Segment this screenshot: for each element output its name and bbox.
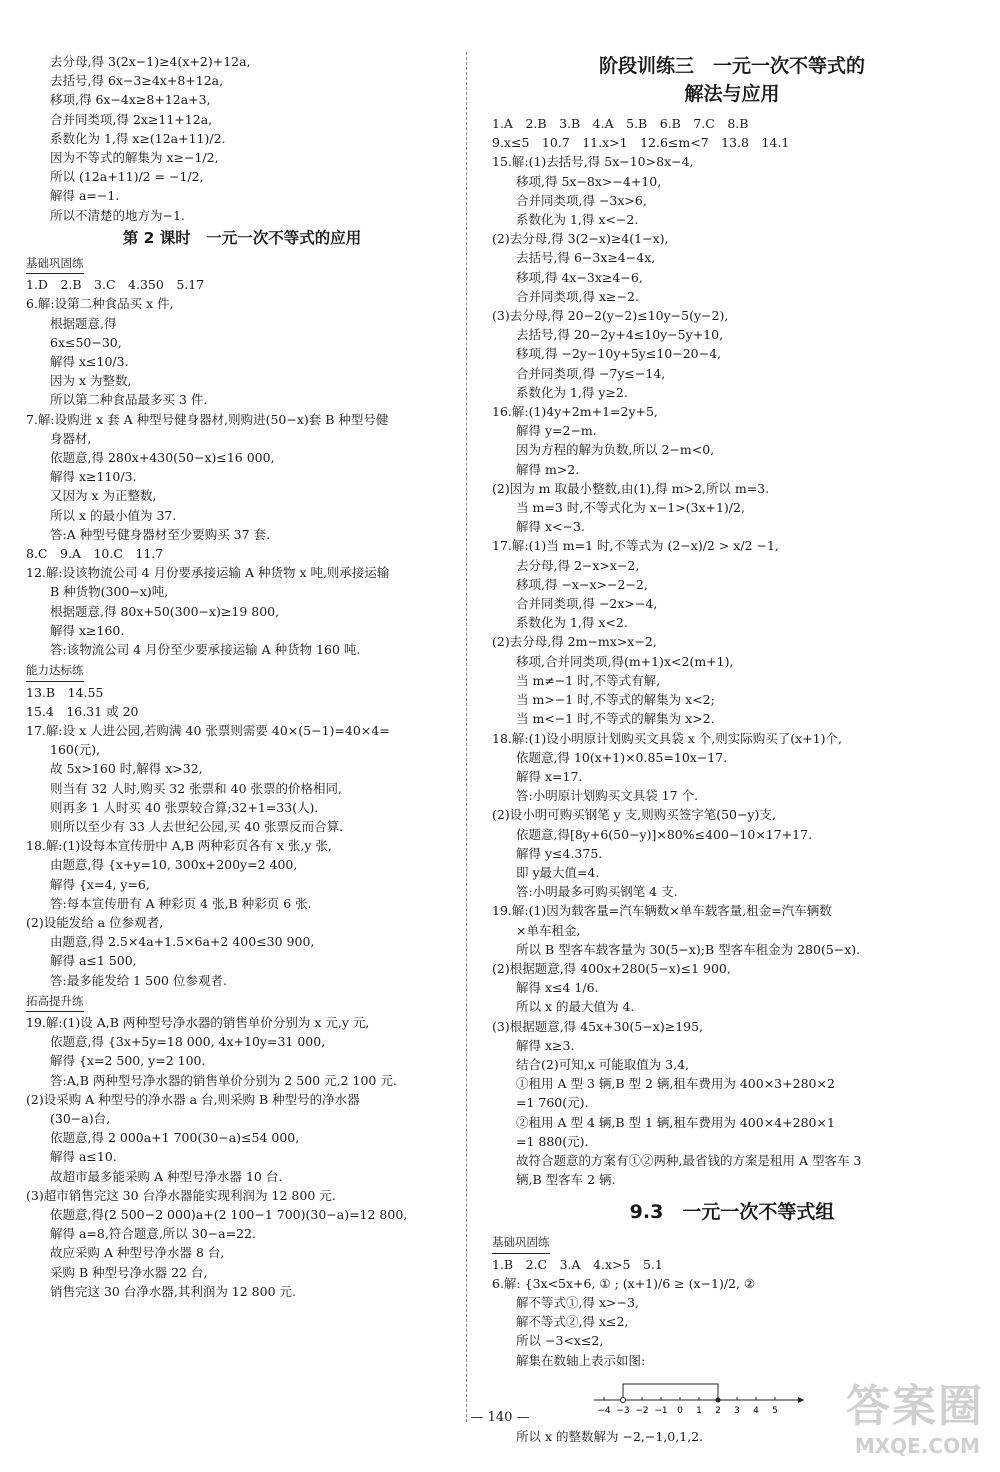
answer-line: 8.C 9.A 10.C 11.7 xyxy=(26,546,164,562)
number-line-tick-label: −2 xyxy=(635,1405,649,1416)
answer-line: 所以 (12a+11)/2 = −1/2, xyxy=(50,169,204,185)
answer-line: 解得 x≤4 1/6. xyxy=(516,980,599,996)
left-column xyxy=(26,52,458,1301)
answer-line: 18.解:(1)设每本宣传册中 A,B 两种彩页各有 x 张,y 张, xyxy=(26,838,332,854)
number-line-tick-label: 2 xyxy=(715,1405,721,1416)
right-basic-label: 基础巩固练 xyxy=(492,1233,550,1253)
answer-line: 9.x≤5 10.7 11.x>1 12.6≤m<7 13.8 14.1 xyxy=(492,135,790,151)
section-answers xyxy=(492,1255,972,1370)
answer-line: 移项,得 5x−8x>−4+10, xyxy=(516,173,662,189)
answer-line: (3)根据题意,得 45x+30(5−x)≥195, xyxy=(492,1018,704,1034)
answer-line: 160(元), xyxy=(50,742,101,758)
answer-line: 故符合题意的方案有①②两种,最省钱的方案是租用 A 型客车 3 xyxy=(516,1152,862,1168)
answer-line: 15.解:(1)去括号,得 5x−10>8x−4, xyxy=(492,154,694,170)
answer-line: ①租用 A 型 3 辆,B 型 2 辆,租车费用为 400×3+280×2 xyxy=(516,1076,835,1092)
answer-line: 又因为 x 为正整数, xyxy=(50,488,157,504)
answer-line: 解得 a=−1. xyxy=(50,188,120,204)
open-endpoint xyxy=(621,1397,626,1402)
answer-line: 辆,B 型客车 2 辆. xyxy=(516,1172,616,1188)
answer-line: 解不等式①,得 x>−3, xyxy=(516,1294,639,1310)
answer-line: 故超市最多能采购 A 种型号净水器 10 台. xyxy=(50,1168,283,1184)
answer-line: 答:小明原计划购买文具袋 17 个. xyxy=(516,788,699,804)
answer-line: 移项,得 −2y−10y+5y≤10−20−4, xyxy=(516,346,722,362)
section-heading: 9.3 一元一次不等式组 xyxy=(629,1201,835,1224)
answer-line: 17.解:设 x 人进公园,若购满 40 张票则需要 40×(5−1)=40×4= xyxy=(26,722,390,738)
answer-line: 去分母,得 2−x>x−2, xyxy=(516,557,640,573)
answer-line: ②租用 A 型 4 辆,B 型 1 辆,租车费用为 400×4+280×1 xyxy=(516,1114,835,1130)
answer-line: 答:A 种型号健身器材至少要购买 37 套. xyxy=(50,526,271,542)
answer-line: (2)去分母,得 2m−mx>x−2, xyxy=(492,634,657,650)
answer-line: 6.解: {3x<5x+6, ① ; (x+1)/6 ≥ (x−1)/2, ② xyxy=(492,1275,756,1291)
solution-bracket xyxy=(623,1384,718,1400)
answer-line: 答:最多能发给 1 500 位参观者. xyxy=(50,972,227,988)
watermark-logo xyxy=(814,1370,984,1458)
column-divider xyxy=(466,52,467,1422)
answer-line: 去括号,得 20−2y+4≤10y−5y+10, xyxy=(516,327,724,343)
answer-line: 解得 y≤4.375. xyxy=(516,845,603,861)
answer-line: 合并同类项,得 −3x>6, xyxy=(516,192,647,208)
answer-line: 1.A 2.B 3.B 4.A 5.B 6.B 7.C 8.B xyxy=(492,116,749,131)
answer-line: 当 m=3 时,不等式化为 x−1>(3x+1)/2, xyxy=(516,500,745,516)
answer-line: 解得 x≥110/3. xyxy=(50,469,137,485)
number-line-tick-label: 5 xyxy=(772,1405,778,1416)
answer-line: =1 760(元). xyxy=(516,1095,589,1111)
answer-line: (2)设采购 A 种型号的净水器 a 台,则采购 B 种型号的净水器 xyxy=(26,1091,360,1107)
answer-line: 依题意,得 280x+430(50−x)≤16 000, xyxy=(50,450,275,466)
answer-line: 解得 x≤10/3. xyxy=(50,354,129,370)
answer-line: 因为不等式的解集为 x≥−1/2, xyxy=(50,150,219,166)
number-line-tick-label: 0 xyxy=(677,1405,683,1416)
number-line-tick-label: 3 xyxy=(734,1405,740,1416)
answer-line: (2)根据题意,得 400x+280(5−x)≤1 900, xyxy=(492,960,731,976)
number-line-tick-label: −1 xyxy=(654,1405,668,1416)
answer-line: =1 880(元). xyxy=(516,1133,589,1149)
answer-line: 移项,得 6x−4x≥8+12a+3, xyxy=(50,92,211,108)
answer-line: 答:小明最多可购买钢笔 4 支. xyxy=(516,884,678,900)
answer-line: 答:A,B 两种型号净水器的销售单价分别为 2 500 元,2 100 元. xyxy=(50,1072,397,1088)
number-line-tick-label: 1 xyxy=(696,1405,702,1416)
answer-line: 解得 a=8,符合题意,所以 30−a=22. xyxy=(50,1226,256,1242)
answer-line: 移项,得 −x−x>−2−2, xyxy=(516,576,648,592)
answer-line: (2)设小明可购买钢笔 y 支,则购买签字笔(50−y)支, xyxy=(492,807,776,823)
answer-line: 系数化为 1,得 x<−2. xyxy=(516,212,639,228)
answer-line: 销售完这 30 台净水器,其利润为 12 800 元. xyxy=(50,1283,296,1299)
answer-line: 系数化为 1,得 x≥(12a+11)/2. xyxy=(50,130,226,146)
answer-line: 由题意,得 {x+y=10, 300x+200y=2 400, xyxy=(50,857,298,873)
answer-line: 7.解:设购进 x 套 A 种型号健身器材,则购进(50−x)套 B 种型号健 xyxy=(26,411,389,427)
answer-line: 身器材, xyxy=(50,430,92,446)
answer-line: 移项,合并同类项,得(m+1)x<2(m+1), xyxy=(516,653,734,669)
answer-line: 解得 {x=2 500, y=2 100. xyxy=(50,1053,206,1069)
expand-practice-label: 拓高提升练 xyxy=(26,992,84,1012)
number-line-tick-label: −4 xyxy=(597,1405,611,1416)
answer-line: 12.解:设该物流公司 4 月份要承接运输 A 种货物 x 吨,则承接运输 xyxy=(26,565,390,581)
answer-line: 因为 x 为整数, xyxy=(50,373,132,389)
answer-line: 去分母,得 3(2x−1)≥4(x+2)+12a, xyxy=(50,54,251,69)
answer-line: 解得 x≥160. xyxy=(50,622,125,638)
page-number: — 140 — xyxy=(470,1410,530,1425)
number-line-arrow xyxy=(798,1397,804,1403)
answer-line: 根据题意,得 80x+50(300−x)≥19 800, xyxy=(50,603,280,619)
answer-line: 系数化为 1,得 y≥2. xyxy=(516,384,628,400)
answer-line: 解集在数轴上表示如图: xyxy=(516,1352,646,1368)
answer-line: 解得 a≤1 500, xyxy=(50,953,137,969)
lesson-heading: 第 2 课时 一元一次不等式的应用 xyxy=(122,228,362,247)
answer-line: 解不等式②,得 x≤2, xyxy=(516,1314,629,1330)
answer-line: 合并同类项,得 x≥−2. xyxy=(516,288,639,304)
answer-line: (3)去分母,得 20−2(y−2)≤10y−5(y−2), xyxy=(492,308,729,324)
answer-line: 系数化为 1,得 x<2. xyxy=(516,615,628,631)
answer-line: B 种货物(300−x)吨, xyxy=(50,584,169,600)
watermark-top-text: 答案圈 xyxy=(846,1381,984,1432)
answer-line: 即 y最大值=4. xyxy=(516,864,600,880)
answer-line: 去括号,得 6−3x≥4−4x, xyxy=(516,250,656,266)
answer-line: 所以 B 型客车载客量为 30(5−x);B 型客车租金为 280(5−x). xyxy=(516,941,861,957)
answer-line: 当 m≠−1 时,不等式有解, xyxy=(516,672,661,688)
expand-practice-block xyxy=(26,1013,458,1301)
answer-line: 合并同类项,得 2x≥11+12a, xyxy=(50,111,213,127)
answer-line: (2)去分母,得 3(2−x)≥4(1−x), xyxy=(492,231,669,247)
answer-line: 所以 x 的最大值为 4. xyxy=(516,999,635,1015)
answer-line: 当 m>−1 时,不等式的解集为 x<2; xyxy=(516,692,715,708)
answer-line: 合并同类项,得 −7y≤−14, xyxy=(516,365,666,381)
answer-line: 16.解:(1)4y+2m+1=2y+5, xyxy=(492,404,658,420)
right-column xyxy=(492,52,972,1446)
answer-line: 则当有 32 人时,购买 32 张票和 40 张票的价格相同, xyxy=(50,780,343,796)
answer-line: 移项,得 4x−3x≥4−6, xyxy=(516,269,643,285)
answer-line: 故 5x>160 时,解得 x>32, xyxy=(50,761,203,777)
basic-practice-block xyxy=(26,275,458,659)
answer-line: 依题意,得 {3x+5y=18 000, 4x+10y=31 000, xyxy=(50,1034,326,1050)
answer-line: 合并同类项,得 −2x>−4, xyxy=(516,596,658,612)
answer-line: 19.解:(1)因为载客量=汽车辆数×单车载客量,租金=汽车辆数 xyxy=(492,903,832,919)
answer-line: 答:该物流公司 4 月份至少要承接运输 A 种货物 160 吨. xyxy=(50,642,361,658)
answer-line: (30−a)台, xyxy=(50,1110,111,1126)
answer-line: 所以第二种食品最多买 3 件. xyxy=(50,392,208,408)
answer-line: 去括号,得 6x−3≥4x+8+12a, xyxy=(50,73,224,89)
answer-line: 解得 m>2. xyxy=(516,461,580,477)
answer-line: 13.B 14.55 xyxy=(26,684,104,700)
ability-practice-block xyxy=(26,683,458,990)
answer-line: 所以 x 的最小值为 37. xyxy=(50,507,177,523)
answer-line: 解得 a≤10. xyxy=(50,1149,117,1165)
answer-line: 答:每本宣传册有 A 种彩页 4 张,B 种彩页 6 张. xyxy=(50,895,312,911)
basic-practice-label: 基础巩固练 xyxy=(26,254,84,274)
answer-line: 6x≤50−30, xyxy=(50,334,122,350)
answer-line: 解得 y=2−m. xyxy=(516,423,597,439)
answer-line: 结合(2)可知,x 可能取值为 3,4, xyxy=(516,1056,690,1072)
answer-line: 解得 x≥3. xyxy=(516,1037,575,1053)
answer-line: (2)因为 m 取最小整数,由(1),得 m>2,所以 m=3. xyxy=(492,480,770,496)
answer-line: 依题意,得[8y+6(50−y)]×80%≤400−10×17+17. xyxy=(516,826,813,842)
answer-line: (2)设能发给 a 位参观者, xyxy=(26,914,164,930)
stage-training-title xyxy=(492,52,972,108)
stage-training-answers xyxy=(492,114,972,1189)
ability-practice-label: 能力达标练 xyxy=(26,661,84,681)
answer-line: 依题意,得 10(x+1)×0.85=10x−17. xyxy=(516,749,728,765)
answer-line: 采购 B 种型号净水器 22 台, xyxy=(50,1264,208,1280)
title-line-2: 解法与应用 xyxy=(684,83,780,105)
answer-line: 19.解:(1)设 A,B 两种型号净水器的销售单价分别为 x 元,y 元, xyxy=(26,1014,370,1030)
answer-line: 1.D 2.B 3.C 4.350 5.17 xyxy=(26,277,205,293)
answer-line: 由题意,得 2.5×4a+1.5×6a+2 400≤30 900, xyxy=(50,934,315,950)
answer-line: 依题意,得 2 000a+1 700(30−a)≤54 000, xyxy=(50,1130,300,1146)
answer-line: 17.解:(1)当 m=1 时,不等式为 (2−x)/2 > x/2 −1, xyxy=(492,538,779,554)
answer-line: 解得 x=17. xyxy=(516,768,583,784)
answer-line: 依题意,得(2 500−2 000)a+(2 100−1 700)(30−a)=12 800, xyxy=(50,1206,408,1222)
answer-line: 15.4 16.31 或 20 xyxy=(26,703,139,719)
closed-endpoint xyxy=(716,1397,721,1402)
answer-line: 当 m<−1 时,不等式的解集为 x>2. xyxy=(516,711,715,727)
answer-line: 1.B 2.C 3.A 4.x>5 5.1 xyxy=(492,1256,663,1272)
answer-line: 18.解:(1)设小明原计划购买文具袋 x 个,则实际购买了(x+1)个, xyxy=(492,730,842,746)
answer-line: 解得 {x=4, y=6, xyxy=(50,876,150,892)
answer-line: 则再多 1 人时买 40 张票较合算;32+1=33(人). xyxy=(50,799,319,815)
answer-line: 所以不清楚的地方为−1. xyxy=(50,207,185,223)
integer-solutions-line: 所以 x 的整数解为 −2,−1,0,1,2. xyxy=(516,1429,704,1444)
answer-line: 解得 x<−3. xyxy=(516,519,585,535)
answer-line: 则所以至少有 33 人去世纪公园,买 40 张票反而合算. xyxy=(50,818,344,834)
answer-line: 所以 −3<x≤2, xyxy=(516,1333,604,1349)
answer-line: 6.解:设第二种食品买 x 件, xyxy=(26,296,174,312)
answer-line: ×单车租金, xyxy=(516,922,581,938)
watermark-bottom-text: MXQE.COM xyxy=(854,1434,980,1458)
left-top-block xyxy=(26,52,458,225)
number-line-tick-label: −3 xyxy=(616,1405,630,1416)
answer-line: 根据题意,得 xyxy=(50,315,117,331)
answer-line: 故应采购 A 种型号净水器 8 台, xyxy=(50,1245,225,1261)
title-line-1: 阶段训练三 一元一次不等式的 xyxy=(598,55,865,77)
number-line-tick-label: 4 xyxy=(753,1405,759,1416)
answer-line: 因为方程的解为负数,所以 2−m<0, xyxy=(516,442,715,458)
answer-line: (3)超市销售完这 30 台净水器能实现利润为 12 800 元. xyxy=(26,1187,336,1203)
